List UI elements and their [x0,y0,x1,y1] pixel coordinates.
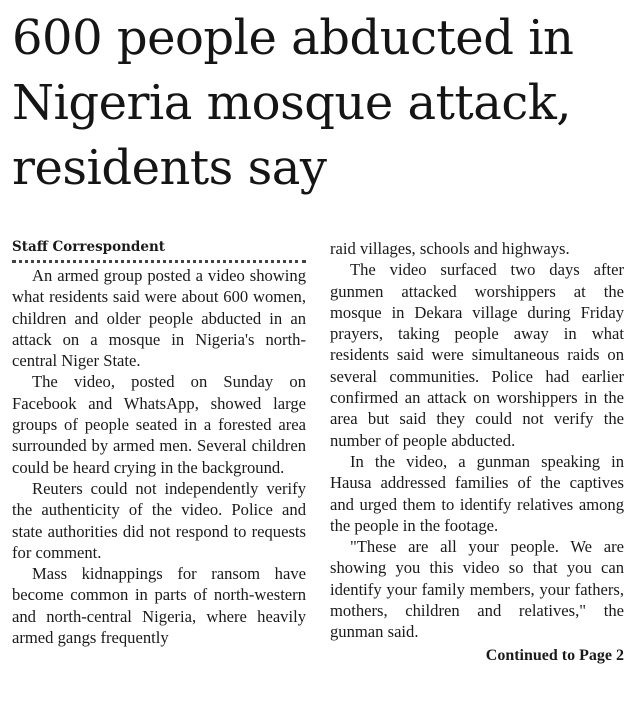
headline [12,6,624,201]
byline: Staff Correspondent [12,238,306,263]
paragraph: Mass kidnappings for ransom have become common in parts of north-western and north-central Nigeria, where heavily armed gangs frequently [12,564,306,648]
paragraph: The video surfaced two days after gunmen attacked worshippers at the mosque in Dekara village during Friday prayers, taking people away in what residents said were simultaneous raids on several communities. Police had earlier confirmed an attack on worshippers in the area but said they could not verify the number of people abducted. [330,260,624,450]
paragraph: "These are all your people. We are showing you this video so that you can identify your family members, your fathers, mothers, children and relatives," the gunman said. [330,537,624,642]
column-left [12,238,306,666]
paragraph: Reuters could not independently verify the authenticity of the video. Police and state authorities did not respond to requests for comment. [12,478,306,562]
article-body [12,238,624,666]
paragraph: In the video, a gunman speaking in Hausa addressed families of the captives and urged them to identify relatives among the people in the footage. [330,451,624,535]
continued-link[interactable]: Continued to Page 2 [485,646,624,664]
column-right [330,238,624,666]
headline-line: residents say [12,140,327,196]
paragraph: The video, posted on Sunday on Facebook and WhatsApp, showed large groups of people seated in a forested area surrounded by armed men. Several children could be heard crying in the background. [12,372,306,477]
paragraph: An armed group posted a video showing what residents said were about 600 women, children and older people abducted in an attack on a mosque in Nigeria's north-central Niger State. [12,266,306,371]
paragraph: raid villages, schools and highways. [330,239,570,258]
headline-line: 600 people abducted in [12,10,574,66]
headline-line: Nigeria mosque attack, [12,75,572,131]
